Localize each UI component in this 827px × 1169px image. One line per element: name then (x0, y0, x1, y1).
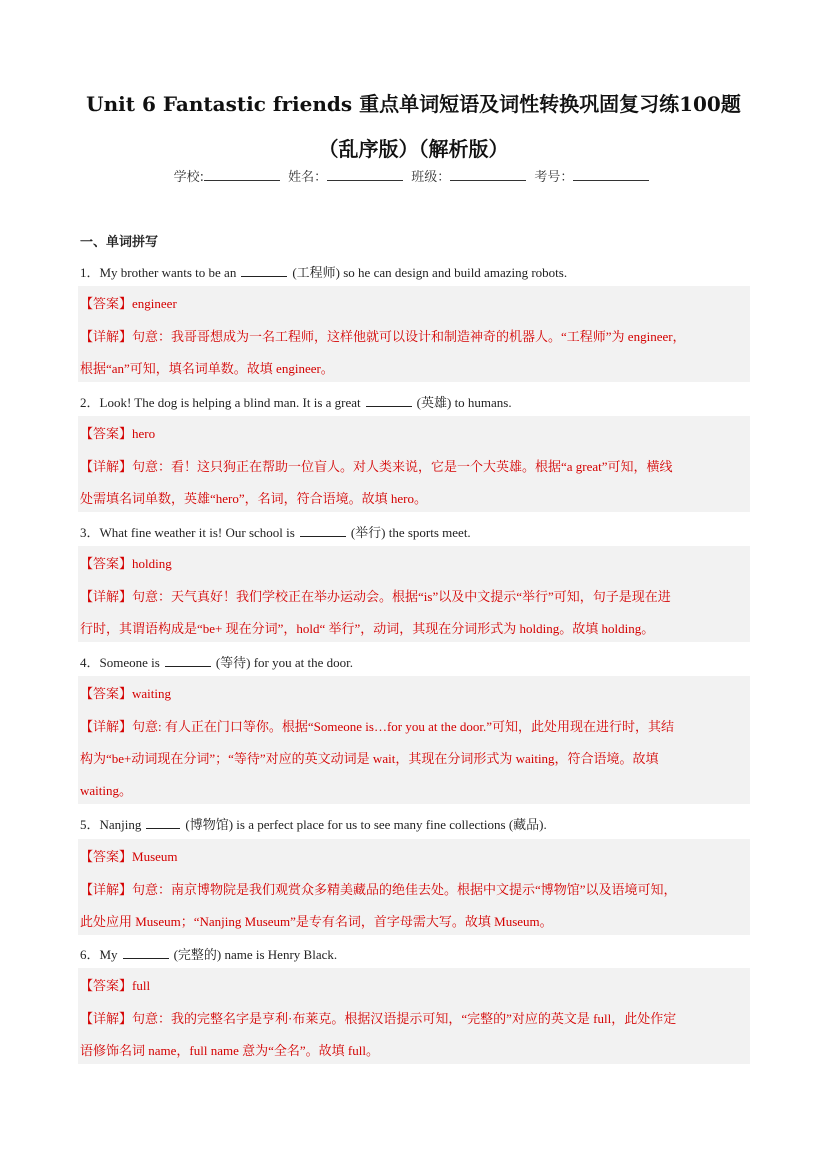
detail-row (80, 326, 686, 345)
detail-row (80, 879, 677, 898)
detail-line: 句意：我哥哥想成为一名工程师，这样他就可以设计和制造神奇的机器人。“工程师”为 engineer， (132, 329, 686, 344)
detail-row (80, 1008, 676, 1027)
detail-row (80, 618, 654, 637)
question-text-before: 1．My brother wants to be an (80, 265, 237, 280)
detail-line: 句意: 有人正在门口等你。根据“Someone is…for you at the door.”可知，此处用现在进行时，其结 (132, 719, 675, 734)
answer-tag: 【答案】 (80, 850, 133, 865)
answer-value: engineer (132, 296, 177, 311)
answer-box-1 (78, 286, 750, 382)
answer-blank (241, 264, 287, 277)
detail-tag: 【详解】 (80, 590, 133, 605)
detail-row (80, 456, 673, 475)
answer-tag: 【答案】 (80, 557, 133, 572)
answer-value: hero (132, 426, 156, 441)
detail-tag: 【详解】 (80, 883, 133, 898)
answer-value: Museum (132, 849, 178, 864)
question-text-after: (举行) the sports meet. (350, 525, 471, 540)
detail-line: 句意：南京博物院是我们观赏众多精美藏品的绝佳去处。根据中文提示“博物馆”以及语境可知， (132, 882, 677, 897)
detail-tag: 【详解】 (80, 720, 133, 735)
detail-line: 语修饰名词 name，full name 意为“全名”。故填 full。 (80, 1043, 379, 1058)
detail-row (80, 488, 427, 507)
answer-row (80, 846, 178, 865)
question-3 (80, 522, 750, 541)
question-text-before: 5．Nanjing (80, 817, 142, 832)
detail-line: 句意：我的完整名字是亨利·布莱克。根据汉语提示可知，“完整的”对应的英文是 full，此处作定 (132, 1011, 677, 1026)
answer-tag: 【答案】 (80, 427, 133, 442)
id-label: 考号： (534, 170, 574, 185)
page-title-line-2: （乱序版）（解析版） (318, 137, 509, 161)
question-text-before: 3．What fine weather it is! Our school is (80, 525, 295, 540)
name-label: 姓名： (288, 170, 328, 185)
answer-blank (366, 394, 412, 407)
detail-row (80, 358, 334, 377)
answer-row (80, 553, 172, 572)
detail-tag: 【详解】 (80, 330, 133, 345)
answer-box-4 (78, 676, 750, 804)
id-blank (573, 168, 649, 181)
answer-value: holding (132, 556, 172, 571)
question-text-before: 6．My (80, 947, 118, 962)
answer-box-6 (78, 968, 750, 1064)
answer-box-3 (78, 546, 750, 642)
answer-row (80, 423, 155, 442)
name-blank (327, 168, 403, 181)
detail-line: 处需填名词单数，英雄“hero”，名词，符合语境。故填 hero。 (80, 491, 427, 506)
answer-tag: 【答案】 (80, 979, 133, 994)
answer-row (80, 683, 171, 702)
class-blank (450, 168, 526, 181)
answer-row (80, 975, 150, 994)
page-title-line-1: Unit 6 Fantastic friends 重点单词短语及词性转换巩固复习练100题 (86, 92, 741, 116)
detail-line: 行时，其谓语构成是“be+ 现在分词”，hold“ 举行”，动词，其现在分词形式为 holding。故填 holding。 (80, 621, 655, 636)
detail-line: 句意：看！这只狗正在帮助一位盲人。对人类来说，它是一个大英雄。根据“a great”可知，横线 (132, 459, 673, 474)
answer-box-2 (78, 416, 750, 512)
question-6 (80, 944, 750, 963)
detail-row (80, 1040, 379, 1059)
question-5 (80, 814, 750, 833)
detail-line: 句意：天气真好！我们学校正在举办运动会。根据“is”以及中文提示“举行”可知，句子是现在进 (132, 589, 671, 604)
detail-line: waiting。 (80, 783, 132, 798)
school-label: 学校: (173, 170, 204, 185)
question-text-after: (完整的) name is Henry Black. (173, 947, 338, 962)
section-heading: 一、单词拼写 (80, 235, 159, 250)
answer-blank (300, 524, 346, 537)
detail-line: 根据“an”可知，填名词单数。故填 engineer。 (80, 361, 334, 376)
detail-row (80, 586, 671, 605)
question-text-before: 2．Look! The dog is helping a blind man. It is a great (80, 395, 361, 410)
detail-tag: 【详解】 (80, 1012, 133, 1027)
answer-tag: 【答案】 (80, 297, 133, 312)
answer-blank (123, 946, 169, 959)
answer-blank (146, 816, 180, 829)
answer-value: waiting (132, 686, 172, 701)
detail-line: 构为“be+动词现在分词”；“等待”对应的英文动词是 wait，其现在分词形式为 waiting，符合语境。故填 (80, 751, 659, 766)
question-text-after: (英雄) to humans. (416, 395, 512, 410)
detail-row (80, 911, 553, 930)
question-text-before: 4．Someone is (80, 655, 160, 670)
student-info-line (0, 166, 827, 185)
detail-row (80, 748, 659, 767)
question-2 (80, 392, 750, 411)
class-label: 班级： (411, 170, 451, 185)
detail-row (80, 716, 674, 735)
question-1 (80, 262, 750, 281)
detail-row (80, 780, 132, 799)
answer-value: full (132, 978, 151, 993)
detail-tag: 【详解】 (80, 460, 133, 475)
answer-tag: 【答案】 (80, 687, 133, 702)
answer-blank (165, 654, 211, 667)
detail-line: 此处应用 Museum；“Nanjing Museum”是专有名词，首字母需大写。故填 Museum。 (80, 914, 553, 929)
question-text-after: (等待) for you at the door. (215, 655, 354, 670)
question-text-after: (博物馆) is a perfect place for us to see many fine collections (藏品). (185, 817, 547, 832)
question-text-after: (工程师) so he can design and build amazing robots. (292, 265, 568, 280)
answer-row (80, 293, 177, 312)
question-4 (80, 652, 750, 671)
school-blank (204, 168, 280, 181)
answer-box-5 (78, 839, 750, 935)
